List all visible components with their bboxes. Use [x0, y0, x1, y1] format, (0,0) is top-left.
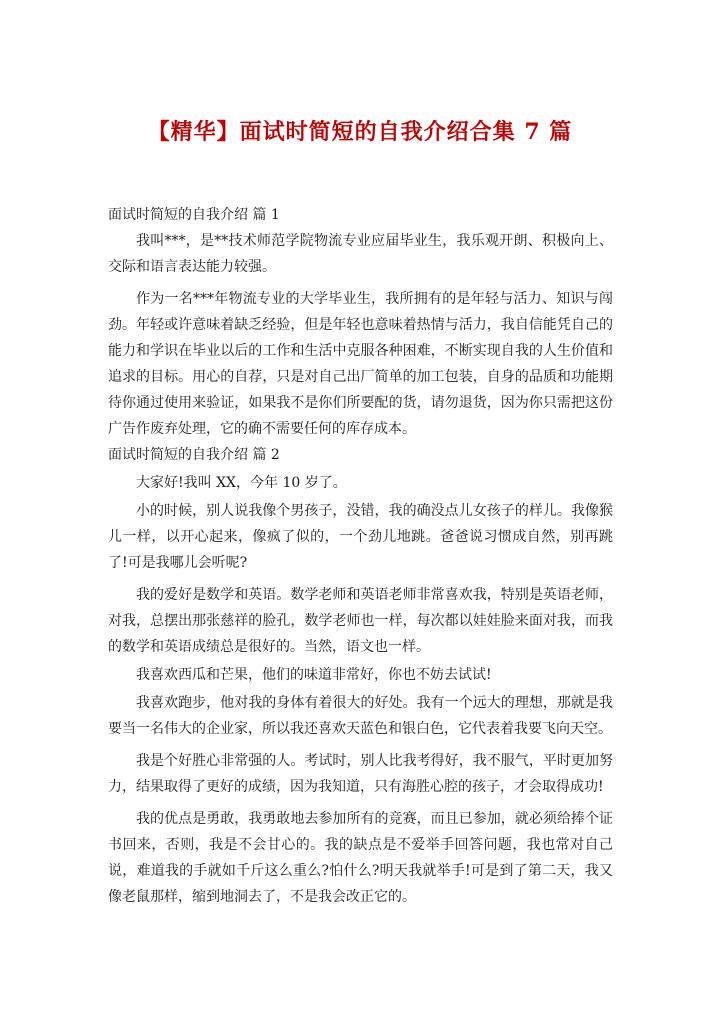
document-body — [108, 202, 613, 910]
section-1 — [108, 202, 613, 442]
paragraph: 我喜欢跑步，他对我的身体有着很大的好处。我有一个远大的理想，那就是我要当一名伟大的企业家，所以我还喜欢天蓝色和银白色，它代表着我要飞向天空。 — [108, 695, 613, 737]
paragraph: 我的爱好是数学和英语。数学老师和英语老师非常喜欢我，特别是英语老师，对我，总摆出那张慈祥的脸孔，数学老师也一样，每次都以娃娃脸来面对我，而我的数学和英语成绩总是很好的。当然，语文也一样。 — [108, 587, 613, 655]
paragraph: 我喜欢西瓜和芒果，他们的味道非常好，你也不妨去试试! — [136, 667, 492, 683]
paragraph: 我是个好胜心非常强的人。考试时，别人比我考得好，我不服气，平时更加努力，结果取得了更好的成绩，因为我知道，只有海胜心腔的孩子，才会取得成功! — [108, 753, 613, 795]
paragraph: 大家好!我叫 XX，今年 10 岁了。 — [136, 475, 347, 491]
section-heading: 面试时简短的自我介绍 篇 1 — [108, 207, 280, 223]
paragraph: 我叫***，是**技术师范学院物流专业应届毕业生，我乐观开朗、积极向上、交际和语言表达能力较强。 — [108, 233, 613, 275]
section-2 — [108, 442, 613, 910]
section-heading: 面试时简短的自我介绍 篇 2 — [108, 447, 280, 463]
paragraph: 作为一名***年物流专业的大学毕业生，我所拥有的是年轻与活力、知识与闯劲。年轻或许意味着缺乏经验，但是年轻也意味着热情与活力，我自信能凭自己的能力和学识在毕业以后的工作和生活中克服各种困难，不断实现自我的人生价值和追求的目标。用心的自荐，只是对自己出厂简单的加工包装，自身的品质和功能期待你通过使用来验证，如果我不是你们所要配的货，请勿退货，因为你只需把这份广告作废弃处理，它的确不需要任何的库存成本。 — [108, 291, 613, 437]
paragraph: 我的优点是勇敢，我勇敢地去参加所有的竞赛，而且已参加，就必须给捧个证书回来，否则，我是不会甘心的。我的缺点是不爱举手回答问题，我也常对自己说，难道我的手就如千斤这么重么?怕什么?明天我就举手!可是到了第二天，我又像老鼠那样，缩到地洞去了，不是我会改正它的。 — [108, 811, 613, 905]
paragraph: 小的时候，别人说我像个男孩子，没错，我的确没点儿女孩子的样儿。我像猴儿一样，以开心起来，像疯了似的，一个劲儿地跳。爸爸说习惯成自然，别再跳了!可是我哪儿会听呢? — [108, 503, 613, 571]
document-title: 【精华】面试时简短的自我介绍合集 7 篇 — [147, 119, 573, 145]
